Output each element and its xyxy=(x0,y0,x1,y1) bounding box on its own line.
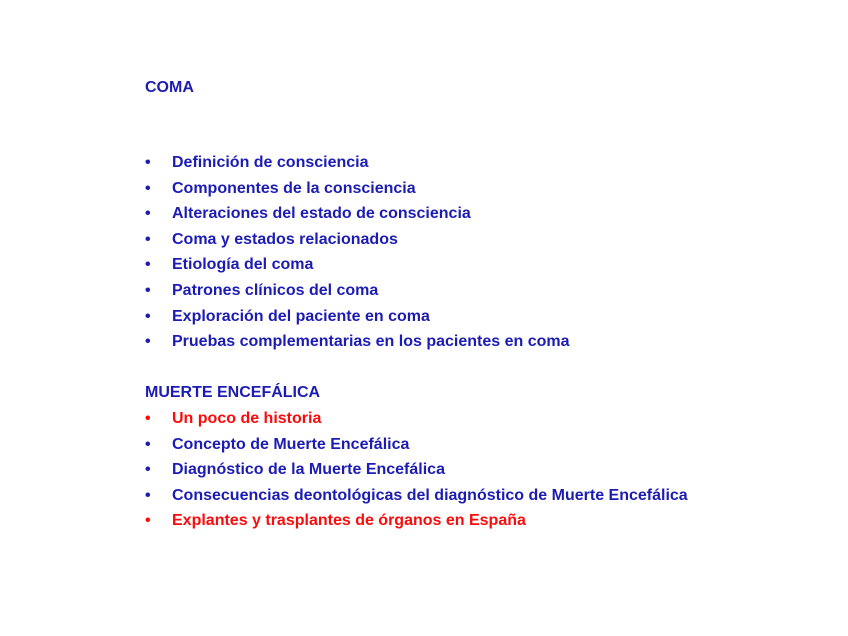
list-item-text: Pruebas complementarias en los pacientes en coma xyxy=(172,333,570,351)
list-item-text: Componentes de la consciencia xyxy=(172,179,416,197)
bullet-icon: • xyxy=(145,230,151,248)
bullet-icon: • xyxy=(145,179,151,197)
list-item-text: Exploración del paciente en coma xyxy=(172,307,430,325)
bullet-icon: • xyxy=(145,307,151,325)
list-item-text: Consecuencias deontológicas del diagnóstico de Muerte Encefálica xyxy=(172,486,688,504)
list-item-text: Un poco de historia xyxy=(172,410,322,427)
list-item-text: Etiología del coma xyxy=(172,256,314,274)
bullet-icon: • xyxy=(145,256,151,274)
list-item-text: Coma y estados relacionados xyxy=(172,230,398,248)
bullet-icon: • xyxy=(145,333,151,351)
section-heading-coma: COMA xyxy=(145,79,194,96)
list-item-text: Diagnóstico de la Muerte Encefálica xyxy=(172,461,445,479)
list-item-text: Explantes y trasplantes de órganos en España xyxy=(172,512,526,530)
bullet-icon: • xyxy=(145,435,151,453)
list-item-text: Patrones clínicos del coma xyxy=(172,281,379,299)
section-heading-muerte-encefalica: MUERTE ENCEFÁLICA xyxy=(145,384,321,401)
list-item-text: Concepto de Muerte Encefálica xyxy=(172,435,410,453)
bullet-icon: • xyxy=(145,281,151,299)
list-item-text: Definición de consciencia xyxy=(172,154,369,171)
bullet-icon: • xyxy=(145,205,151,223)
bullet-icon: • xyxy=(145,461,151,479)
list-item-text: Alteraciones del estado de consciencia xyxy=(172,205,471,223)
bullet-icon: • xyxy=(145,512,151,530)
bullet-icon: • xyxy=(145,154,151,171)
bullet-icon: • xyxy=(145,410,151,427)
bullet-icon: • xyxy=(145,486,151,504)
